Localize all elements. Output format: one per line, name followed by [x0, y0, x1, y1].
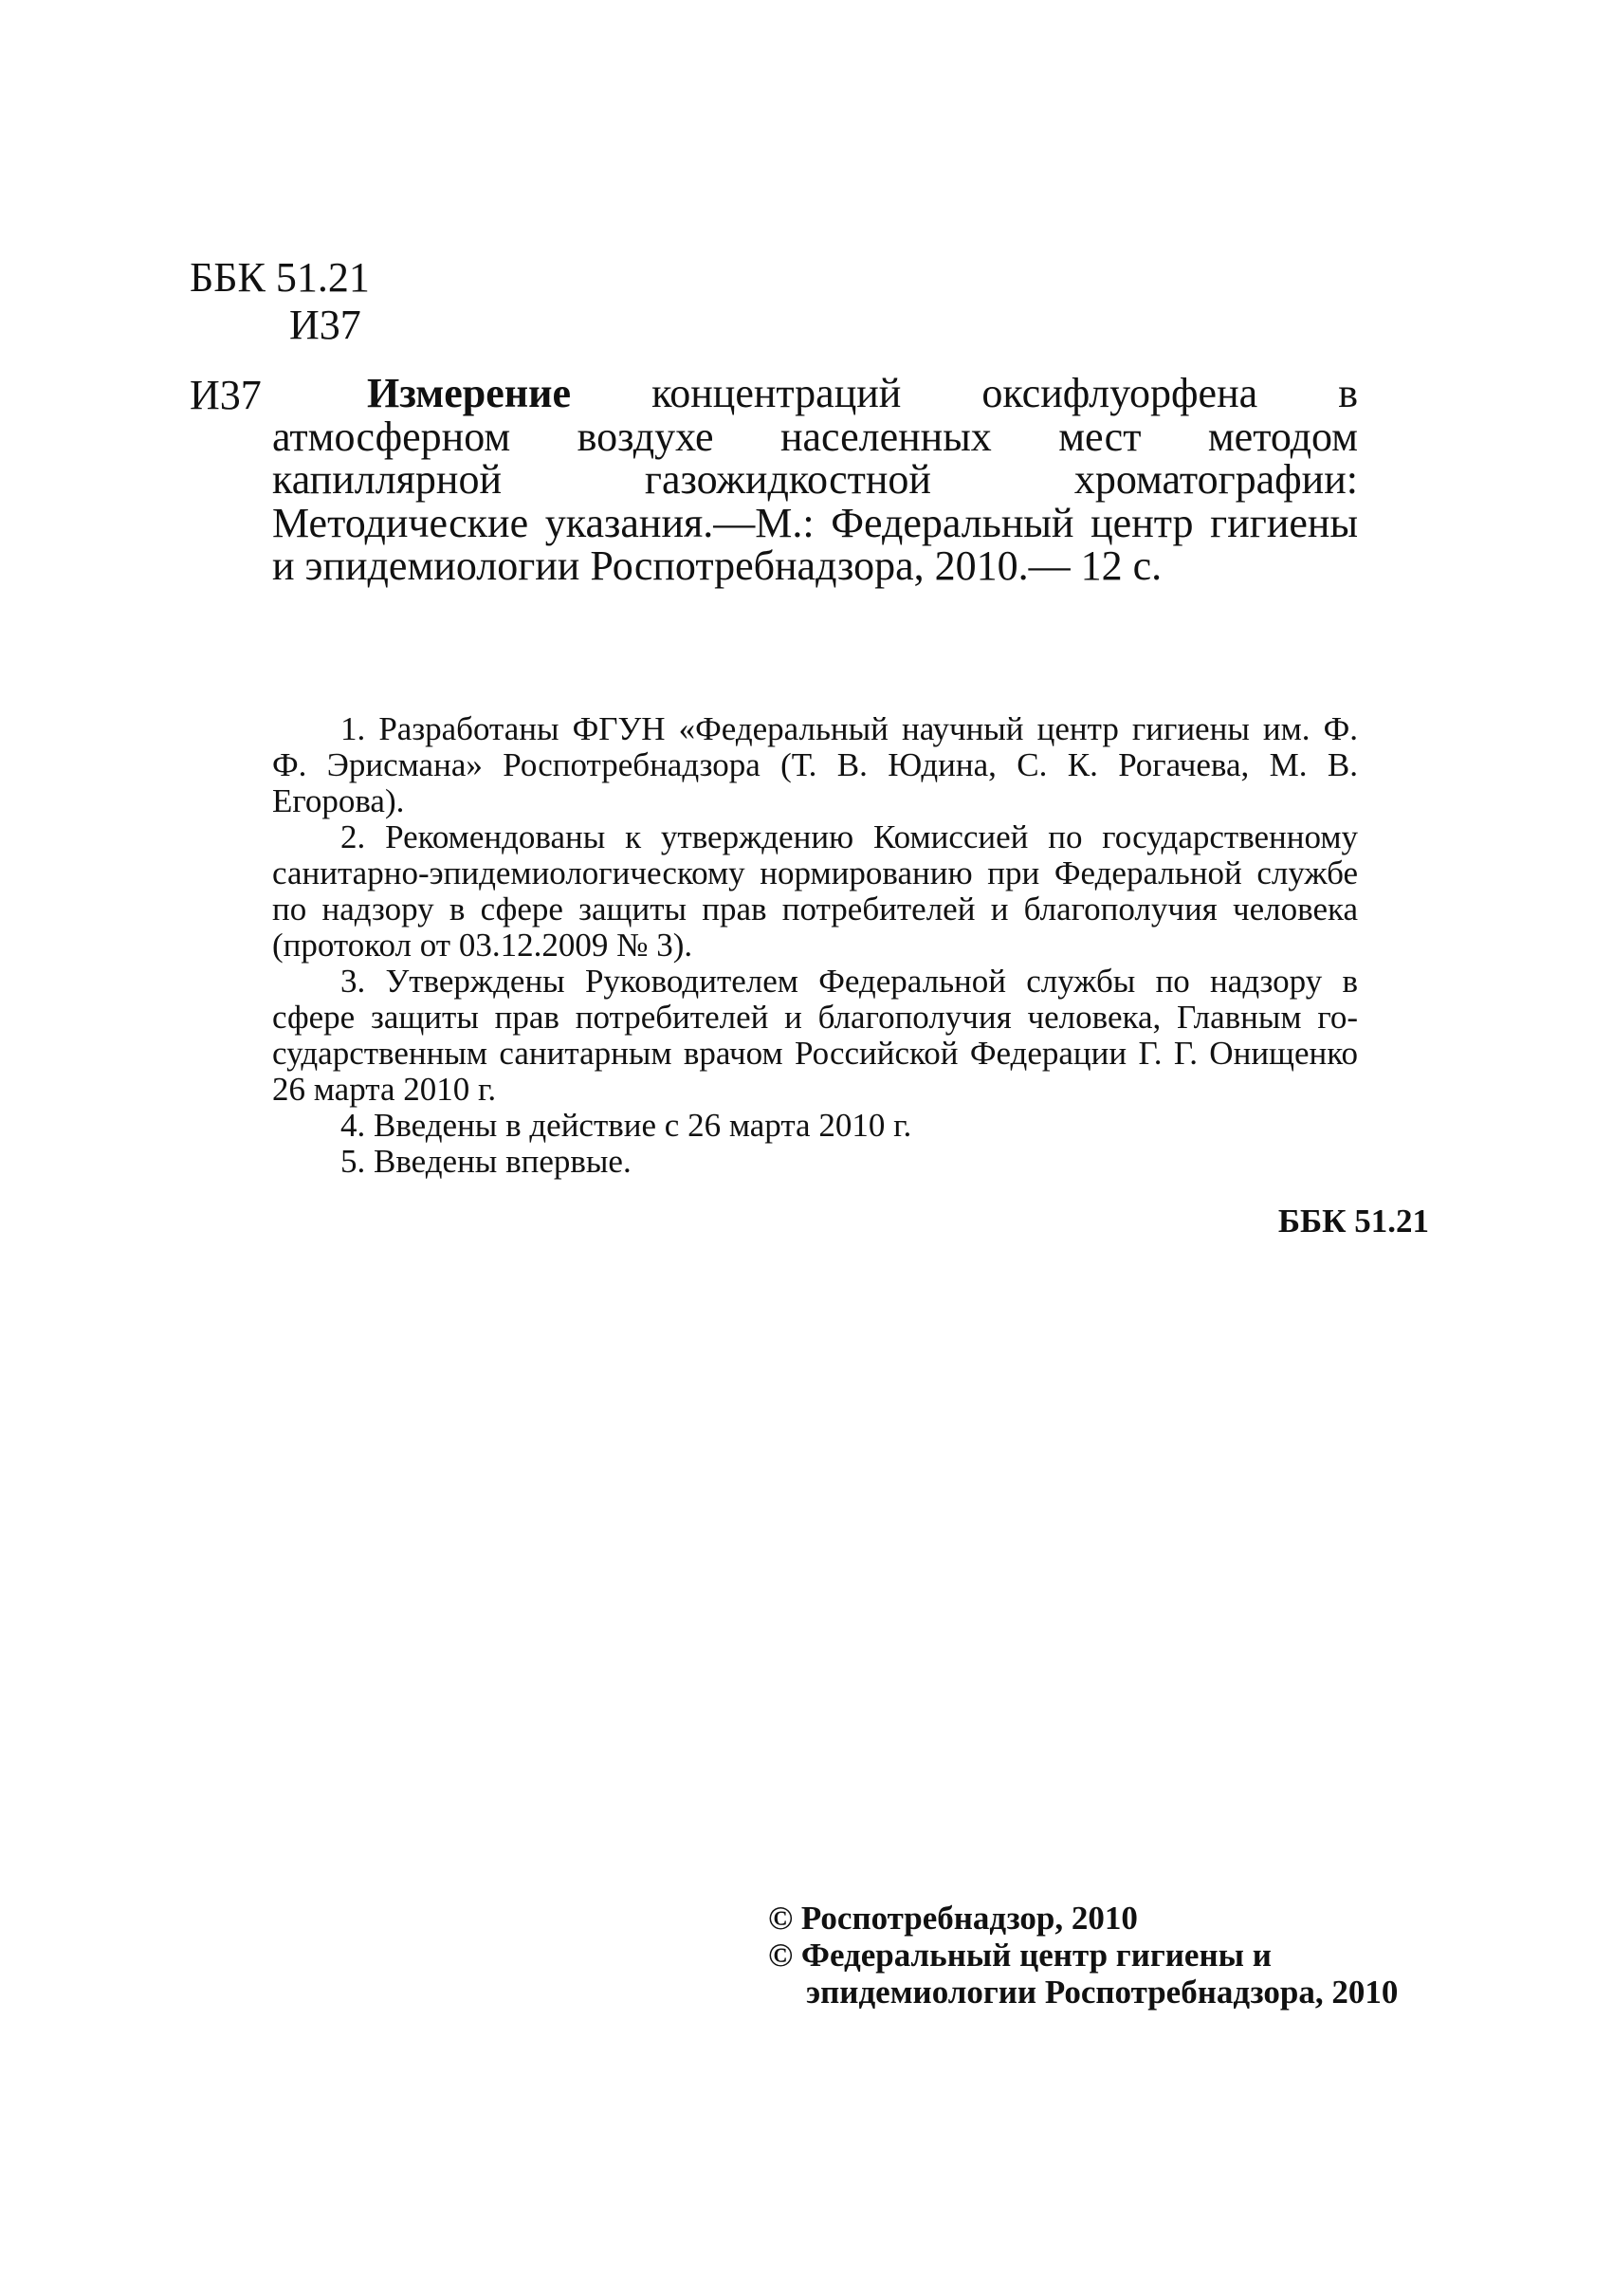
- bbk-footer-code: ББК 51.21: [1277, 1203, 1429, 1240]
- entry-title-bold: Измерение: [367, 370, 572, 416]
- note-recommended: 2. Рекомендованы к утверждению Комиссией по государственному санитарно-эпидемиологическому нормированию при Федеральной службе по надзору в сфере защиты прав потребителей и благополучия человека (протокол от 03.12.2009 № 3).: [272, 818, 1358, 964]
- bibliographic-entry: [272, 372, 1358, 588]
- entry-author-mark: И37: [190, 372, 262, 418]
- copyright-line: эпидемиологии Роспотребнадзора, 2010: [806, 1974, 1399, 2011]
- copyright-block: [768, 1900, 1398, 2011]
- note-first-introduced: 5. Введены впервые.: [340, 1143, 632, 1180]
- note-effective-date: 4. Введены в действие с 26 марта 2010 г.: [340, 1107, 912, 1144]
- copyright-line: © Роспотребнадзор, 2010: [768, 1900, 1138, 1937]
- copyright-line: © Федеральный центр гигиены и: [768, 1937, 1272, 1974]
- note-developed-by: 1. Разработаны ФГУН «Федеральный научный центр гигиены им. Ф. Ф. Эрисмана» Роспотребнадзора (Т. В. Юдина, С. К. Рогачева, М. В. Егорова).: [272, 710, 1358, 819]
- publication-notes: [272, 711, 1358, 1180]
- bbk-code: ББК 51.21: [190, 254, 370, 301]
- note-approved: 3. Утверждены Руководителем Федеральной службы по надзору в сфере защиты прав потребителей и благополучия человека, Главным государственным санитарным врачом Российской Федерации Г. Г. Онищенко 26 марта 2010 г.: [272, 963, 1358, 1108]
- entry-description: концентраций оксифлуорфена в атмосферном воздухе населенных мест методом капиллярной газожидкостной хроматографии: Методические указания.—М.: Федеральный центр гигиены и эпидемиологии Роспотребнадзора, 2010.— 12 с.: [272, 370, 1358, 589]
- author-mark: И37: [289, 302, 361, 348]
